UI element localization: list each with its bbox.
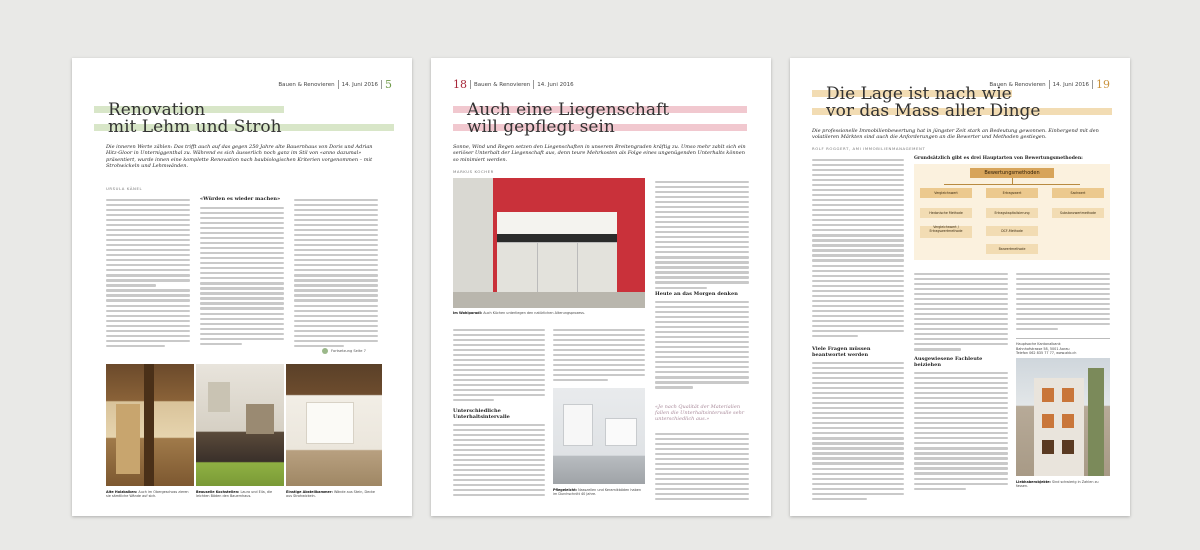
diagram-item: Barwertmethode: [986, 244, 1038, 254]
body-column: [655, 298, 749, 391]
body-column: [914, 270, 1008, 353]
article-title: [108, 102, 282, 136]
valuation-methods-diagram: [914, 164, 1110, 260]
diagram-column-head: Vergleichswert: [920, 188, 972, 198]
contact-line: Hauptsache Kantonalbank: [1016, 342, 1061, 346]
page-left: [72, 58, 412, 516]
divider: [533, 80, 534, 89]
body-column: [655, 430, 749, 503]
diagram-item: Vergleichswert / Ertragswertmethode: [920, 226, 972, 238]
section-label: Bauen & Renovieren: [278, 81, 335, 88]
body-column: [1016, 270, 1110, 333]
title-line: will gepflegt sein: [467, 117, 615, 137]
divider: [470, 80, 471, 89]
title-line: mit Lehm und Stroh: [108, 117, 282, 137]
issue-date: 14. Juni 2016: [1052, 81, 1089, 88]
body-column: [453, 326, 545, 404]
diagram-item: Hedonische Methode: [920, 208, 972, 218]
arrow-icon: [322, 348, 328, 354]
author-byline: ROLF ROGGERT, AMI IMMOBILIENMANAGEMENT: [812, 146, 926, 151]
diagram-item: Ertragskapitalisierung: [986, 208, 1038, 218]
body-column: [812, 156, 904, 340]
subheading: Ausgewiesene Fachleute beiziehen: [914, 356, 983, 368]
body-column: [453, 421, 545, 499]
title-line: vor das Mass aller Dinge: [826, 101, 1041, 121]
page-number: 18: [453, 78, 467, 91]
article-title: [826, 86, 1040, 120]
photo-caption: Liebhaberobjekte: Sind schwierig in Zahlen zu fassen.: [1016, 480, 1099, 489]
diagram-column-head: Ertragswert: [986, 188, 1038, 198]
photo-caption: Einstige Abstellkammer: Wände aus Stein, Decke aus Strohwickeln.: [286, 490, 375, 499]
section-label: Bauen & Renovieren: [989, 81, 1046, 88]
running-header: [278, 78, 392, 91]
issue-date: 14. Juni 2016: [341, 81, 378, 88]
continued-label: Fortsetzung Seite 7: [331, 349, 366, 353]
body-column: [655, 178, 749, 292]
lead-paragraph: Die inneren Werte zählen: Das trifft auch auf das gegen 250 Jahre alte Bauernhaus von Doris und Adrian Hitz-Gloor in Unterniggenthal zu. Während es sich äusserlich noch ganz im Stil von «anno dazumal» präsentiert, wurde innen eine komplette Renovation nach baubiologischen Kriterien vorgenommen – mit Strohwickeln und Lehmwänden.: [106, 144, 373, 170]
photo-caption: Pflegeleicht: Nasszellen und Keramikböden haben im Durchschnitt 40 Jahre.: [553, 488, 642, 497]
photo-building: [1016, 358, 1110, 476]
divider: [338, 80, 339, 89]
divider: [1049, 80, 1050, 89]
photo-stairs: [106, 364, 194, 486]
page-number: 5: [385, 78, 392, 91]
contact-box: [1016, 338, 1110, 356]
title-line: Die Lage ist nach wie: [826, 84, 1012, 104]
diagram-item: DCF-Methode: [986, 226, 1038, 236]
diagram-column-head: Sachwert: [1052, 188, 1104, 198]
photo-caption: Im Wohlparadi: Auch Küchen unterliegen den natürlichen Alterungsprozess.: [453, 311, 585, 315]
body-column: [200, 204, 284, 348]
article-title: [467, 102, 669, 136]
pull-quote: «Je nach Qualität der Materialien fallen die Unterhaltsintervalle sehr unterschiedlich aus.»: [655, 404, 745, 423]
issue-date: 14. Juni 2016: [537, 81, 574, 88]
title-line: Auch eine Liegenschaft: [467, 100, 670, 120]
page-right: [790, 58, 1130, 516]
subheading: Heute an das Morgen denken: [655, 291, 738, 297]
subheading: «Würden es wieder machen»: [200, 196, 281, 202]
divider: [1092, 80, 1093, 89]
subheading: Unterschiedliche Unterhaltsintervalle: [453, 408, 510, 420]
photo-storeroom: [286, 364, 382, 486]
body-column: [553, 326, 645, 384]
page-number: 19: [1096, 78, 1110, 91]
running-header: [453, 78, 574, 91]
body-column: [106, 196, 190, 350]
body-column: [914, 369, 1008, 493]
divider: [381, 80, 382, 89]
body-column: [294, 196, 378, 350]
section-label: Bauen & Renovieren: [474, 81, 531, 88]
lead-paragraph: Die professionelle Immobilienbewertung hat in jüngster Zeit stark an Bedeutung gewonnen. Einhergend mit den volatileren Märkten sind auch die Anforderungen an die Bewerter und Methoden gestiegen.: [812, 128, 1099, 141]
author-byline: URSULA KÄNEL: [106, 186, 143, 191]
continued-note: [322, 348, 366, 354]
contact-line: Bahnhofstrasse 58, 5001 Aarau: [1016, 346, 1070, 351]
photo-kitchen: [196, 364, 284, 486]
diagram-item: Substanzwertmethode: [1052, 208, 1104, 218]
body-column: [812, 359, 904, 503]
title-line: Renovation: [108, 100, 206, 120]
diagram-root: Bewertungsmethoden: [970, 168, 1054, 178]
photo-bathroom: [553, 388, 645, 484]
page-middle: [431, 58, 771, 516]
photo-kitchen-red: [453, 178, 645, 308]
author-byline: MARKUS KOCHER: [453, 169, 494, 174]
diagram-heading: Grundsätzlich gibt es drei Hauptarten von Bewertungsmethoden:: [914, 156, 1083, 161]
lead-paragraph: Sonne, Wind und Regen setzen den Liegenschaften in unserem Breitengraden kräftig zu. Umso mehr zahlt sich ein seriöser Unterhalt der Liegenschaft aus, denn teure Mehrkosten als Folge eines ungenügenden Unterhalts können so minimiert werden.: [453, 144, 746, 163]
photo-caption: Beauselle Kochstellen: Laura und Eila, die leichten Böden den Bauernhaus.: [196, 490, 273, 499]
subheading: Viele Fragen müssen beantwortet werden: [812, 346, 871, 358]
photo-caption: Alte Holzbalken: Auch im Obergeschoss zieren sie sämtliche Wände auf sich.: [106, 490, 189, 499]
contact-line: Telefon 062 835 77 77, www.akb.ch: [1016, 351, 1077, 356]
